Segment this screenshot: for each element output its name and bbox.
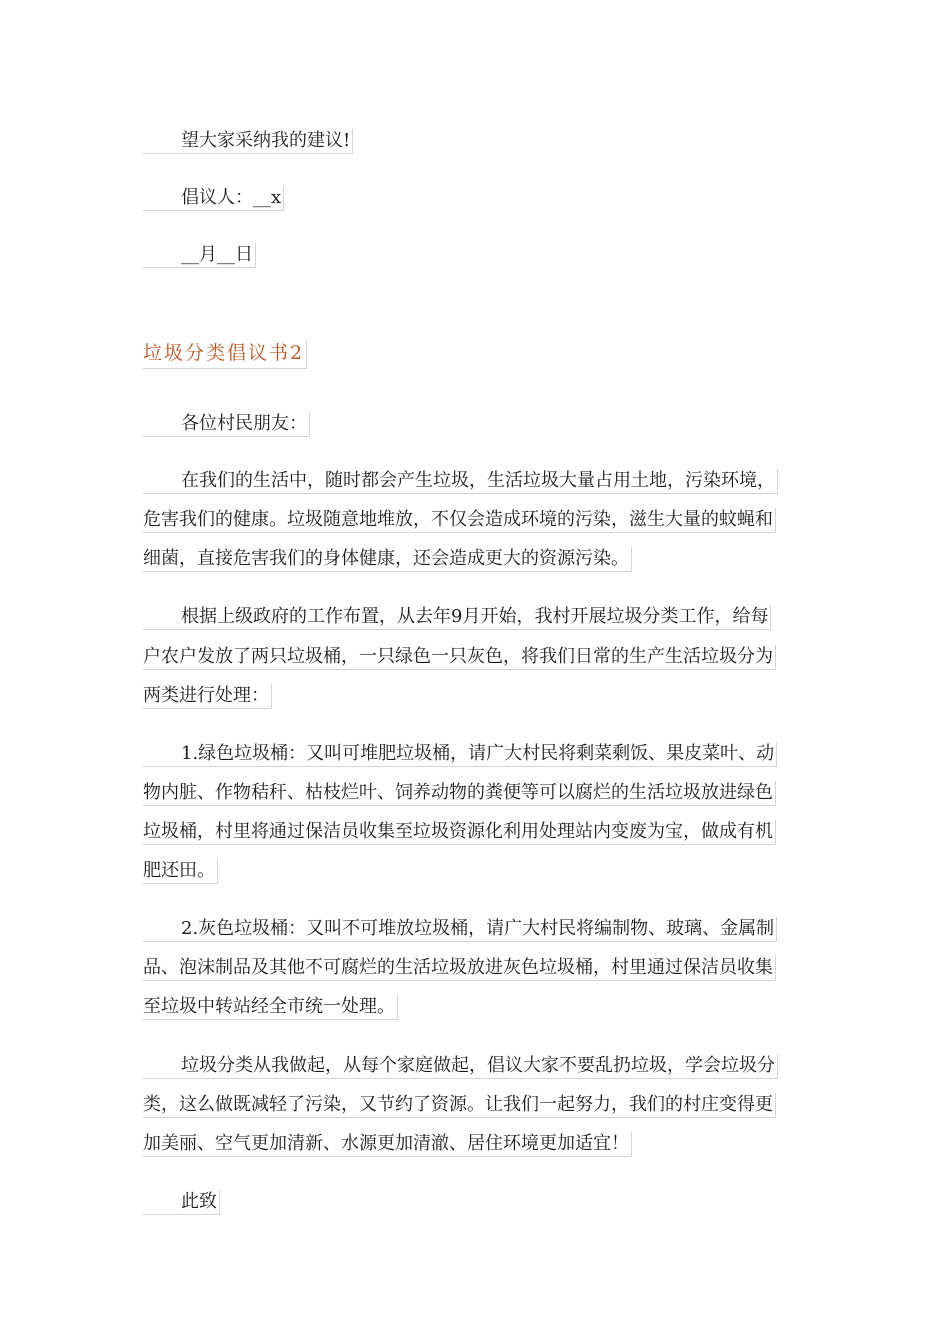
paragraph-2-line: 户农户发放了两只垃圾桶，一只绿色一只灰色，将我们日常的生产生活垃圾分为	[143, 645, 776, 670]
paragraph-3-line: 物内脏、作物秸秆、枯枝烂叶、饲养动物的粪便等可以腐烂的生活垃圾放进绿色	[143, 781, 776, 806]
paragraph-4-line: 至垃圾中转站经全市统一处理。	[143, 995, 398, 1020]
paragraph-5-line: 类，这么做既减轻了污染，又节约了资源。让我们一起努力，我们的村庄变得更	[143, 1093, 776, 1118]
paragraph-2-line: 两类进行处理：	[143, 684, 272, 709]
date-line: __月__日	[143, 243, 256, 268]
paragraph-3-line: 垃圾桶，村里将通过保洁员收集至垃圾资源化利用处理站内变废为宝，做成有机	[143, 820, 776, 845]
paragraph-3-line: 1.绿色垃圾桶：又叫可堆肥垃圾桶，请广大村民将剩菜剩饭、果皮菜叶、动	[143, 742, 777, 767]
paragraph-1-line: 危害我们的健康。垃圾随意地堆放，不仅会造成环境的污染，滋生大量的蚊蝇和	[143, 508, 776, 533]
paragraph-5-line: 垃圾分类从我做起，从每个家庭做起，倡议大家不要乱扔垃圾，学会垃圾分	[143, 1054, 778, 1079]
paragraph-3-line: 肥还田。	[143, 859, 218, 884]
proposer-line: 倡议人：__x	[143, 186, 284, 211]
paragraph-4-line: 2.灰色垃圾桶：又叫不可堆放垃圾桶，请广大村民将编制物、玻璃、金属制	[143, 917, 777, 942]
paragraph-5-line: 加美丽、空气更加清新、水源更加清澈、居住环境更加适宜！	[143, 1132, 632, 1157]
paragraph-2-line: 根据上级政府的工作布置，从去年9月开始，我村开展垃圾分类工作，给每	[143, 605, 771, 630]
section-title: 垃圾分类倡议书2	[143, 340, 307, 369]
closing-hope-line: 望大家采纳我的建议!	[143, 129, 353, 154]
paragraph-1-line: 在我们的生活中，随时都会产生垃圾，生活垃圾大量占用土地，污染环境，	[143, 469, 778, 494]
closing-salute: 此致	[143, 1190, 220, 1215]
paragraph-4-line: 品、泡沫制品及其他不可腐烂的生活垃圾放进灰色垃圾桶，村里通过保洁员收集	[143, 956, 776, 981]
paragraph-1-line: 细菌，直接危害我们的身体健康，还会造成更大的资源污染。	[143, 547, 632, 572]
salutation: 各位村民朋友：	[143, 412, 310, 437]
